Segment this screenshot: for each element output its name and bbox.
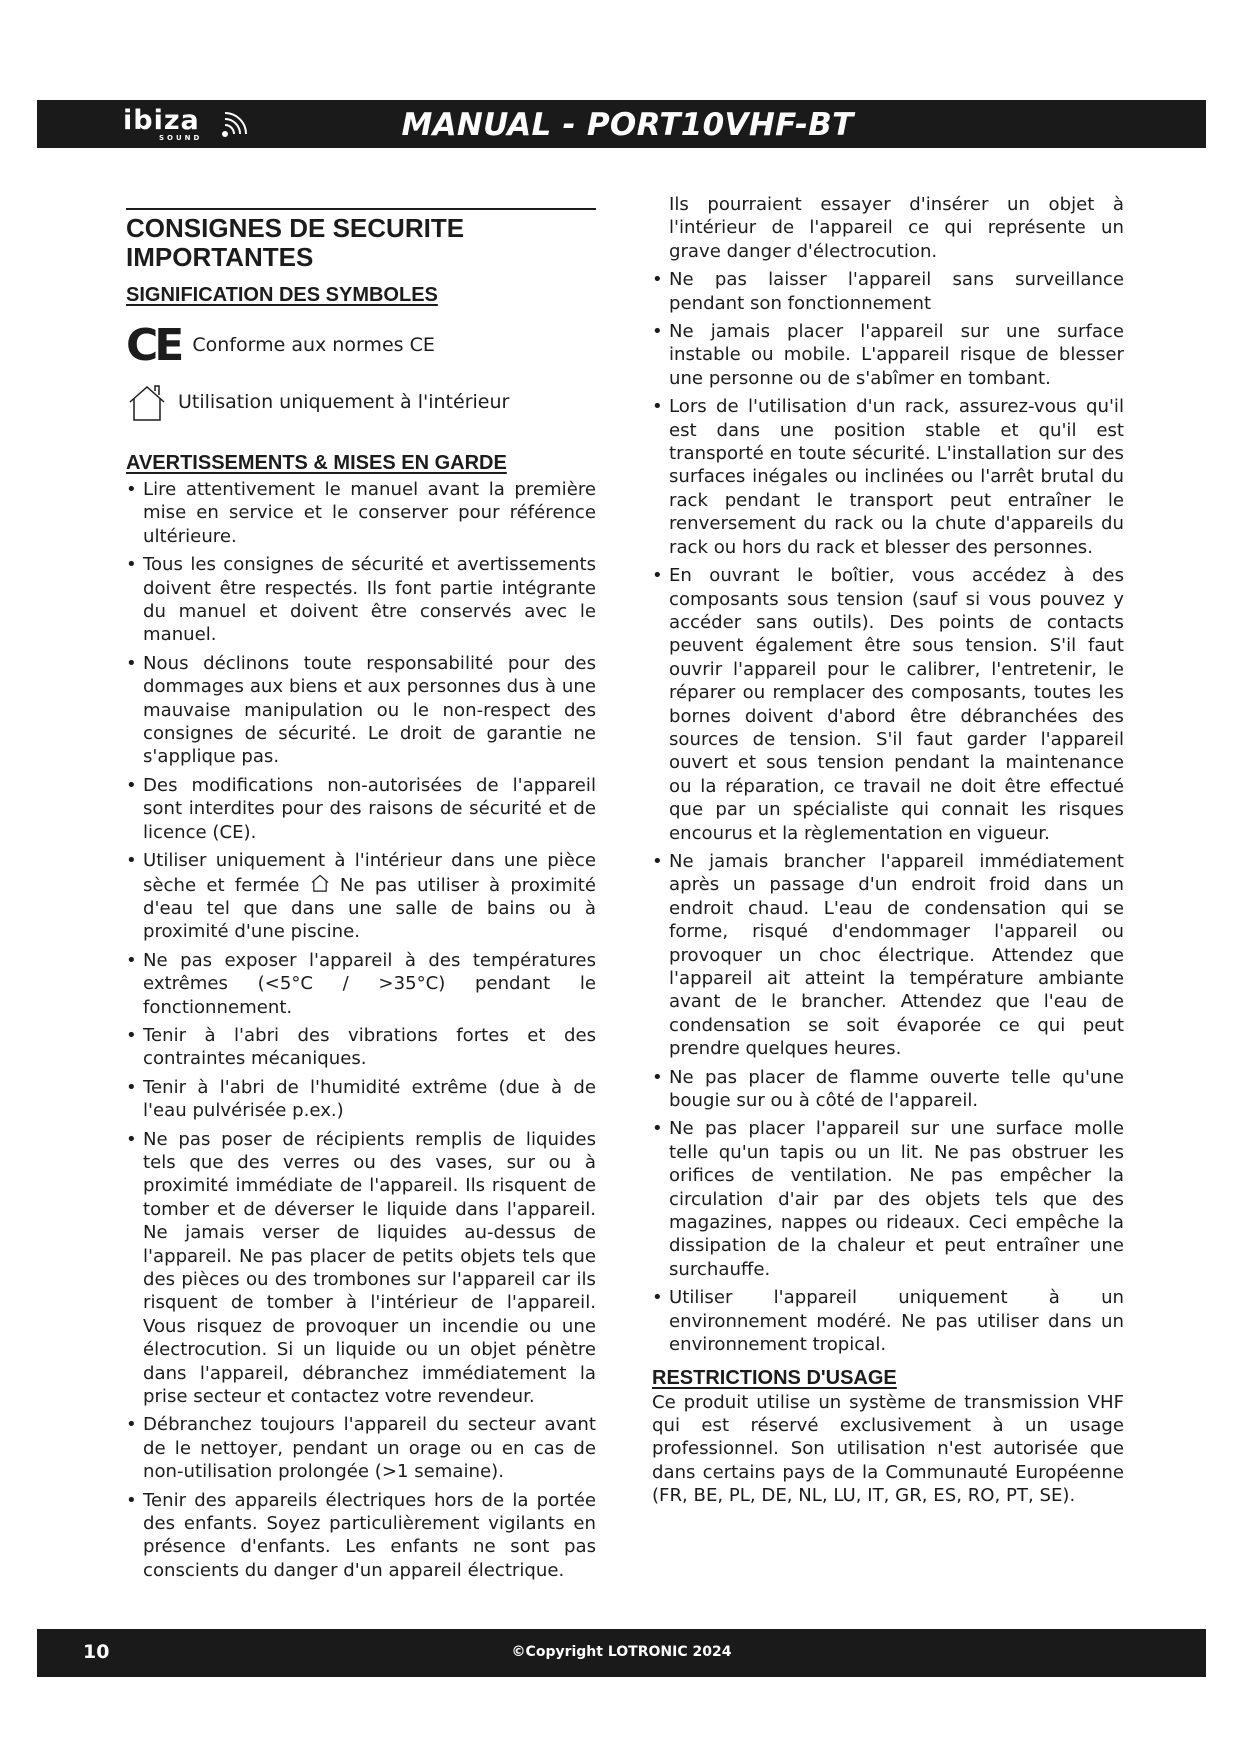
house-icon xyxy=(126,382,168,424)
list-item: • Des modifications non-autorisées de l'appareil sont interdites pour des raisons de sécurité et de licence (CE). xyxy=(126,774,596,844)
indoor-text-after: Ne pas utiliser à proximité d'eau tel que dans une salle de bains ou à proximité d'une piscine. xyxy=(143,874,596,943)
title-rule xyxy=(126,208,596,210)
logo-subtext: SOUND xyxy=(159,134,203,142)
warnings-heading: AVERTISSEMENTS & MISES EN GARDE xyxy=(126,452,507,474)
right-column xyxy=(652,193,1124,1508)
list-item: • Ne pas poser de récipients remplis de liquides tels que des verres ou des vases, sur ou à proximité immédiate de l'appareil. Ils risquent de tomber et de déverser le liquide dans l'appareil. Ne jamais verser de liquides au-dessus de l'appareil. Ne pas placer de petits objets tels que des pièces ou des trombones sur l'appareil car ils risquent de tomber à l'intérieur de l'appareil. Vous risquez de provoquer un incendie ou une électrocution. Si un liquide ou un objet pénètre dans l'appareil, débranchez immédiatement la prise secteur et contactez votre revendeur. xyxy=(126,1128,596,1409)
list-item: • Lors de l'utilisation d'un rack, assurez-vous qu'il est dans une position stable et qu'il est transporté en toute sécurité. L'installation sur des surfaces inégales ou inclinées ou l'arrêt brutal du rack pendant le transport peut entraîner le renversement du rack ou la chute d'appareils du rack ou hors du rack et blesser des personnes. xyxy=(652,395,1124,559)
list-item: • Tous les consignes de sécurité et avertissements doivent être respectés. Ils font partie intégrante du manuel et doivent être conservés avec le manuel. xyxy=(126,553,596,647)
list-item: • Ne pas placer l'appareil sur une surface molle telle qu'un tapis ou un lit. Ne pas obstruer les orifices de ventilation. Ne pas empêcher la circulation d'air par des objets tels que des magazines, nappes ou rideaux. Ceci empêche la dissipation de la chaleur et peut entraîner une surchauffe. xyxy=(652,1117,1124,1281)
list-item: • Lire attentivement le manuel avant la première mise en service et le conserver pour référence ultérieure. xyxy=(126,478,596,548)
house-icon xyxy=(310,873,330,893)
warnings-list xyxy=(126,478,596,1582)
page-number: 10 xyxy=(83,1641,110,1663)
restrictions-heading: RESTRICTIONS D'USAGE xyxy=(652,1366,897,1389)
list-item: • Ne jamais brancher l'appareil immédiatement après un passage d'un endroit froid dans un endroit chaud. L'eau de condensation qui se forme, risqué d'endommager l'appareil ou provoquer un choc électrique. Attendez que l'appareil ait atteint la température ambiante avant de le brancher. Attendez que l'eau de condensation se soit évaporée ce qui peut prendre quelques heures. xyxy=(652,850,1124,1061)
list-item-indoor xyxy=(126,849,596,944)
symbol-text-indoor: Utilisation uniquement à l'intérieur xyxy=(178,391,510,414)
manual-title: MANUAL - PORT10VHF-BT xyxy=(401,107,854,143)
list-item: • Tenir des appareils électriques hors de la portée des enfants. Soyez particulièrement vigilants en présence d'enfants. Les enfants ne sont pas conscients du danger d'un appareil électrique. xyxy=(126,1489,596,1583)
list-item: • Ne jamais placer l'appareil sur une surface instable ou mobile. L'appareil risque de blesser une personne ou de s'abîmer en tombant. xyxy=(652,320,1124,390)
list-item: • Tenir à l'abri des vibrations fortes et des contraintes mécaniques. xyxy=(126,1024,596,1071)
list-item: • Utiliser l'appareil uniquement à un environnement modéré. Ne pas utiliser dans un environnement tropical. xyxy=(652,1286,1124,1356)
list-item: • Ne pas placer de flamme ouverte telle qu'une bougie sur ou à côté de l'appareil. xyxy=(652,1066,1124,1113)
restrictions-text: Ce produit utilise un système de transmission VHF qui est réservé exclusivement à un usage professionnel. Son utilisation n'est autorisée que dans certains pays de la Communauté Européenne (FR, BE, PL, DE, NL, LU, IT, GR, ES, RO, PT, SE). xyxy=(652,1391,1124,1507)
page-header xyxy=(37,100,1206,148)
continued-paragraph: Ils pourraient essayer d'insérer un objet à l'intérieur de l'appareil ce qui représente un grave danger d'électrocution. xyxy=(669,194,1124,262)
copyright: ©Copyright LOTRONIC 2024 xyxy=(511,1644,732,1660)
ce-mark-icon: CE xyxy=(126,320,181,371)
list-item: • Ne pas laisser l'appareil sans surveillance pendant son fonctionnement xyxy=(652,268,1124,315)
logo-text: ibiza xyxy=(123,105,200,136)
symbol-text-ce: Conforme aux normes CE xyxy=(192,334,435,357)
section-title: CONSIGNES DE SECURITE IMPORTANTES xyxy=(126,213,465,272)
symbol-row-ce xyxy=(126,320,596,371)
warnings-list-continued xyxy=(652,268,1124,1356)
symbol-row-indoor xyxy=(126,382,596,424)
left-column xyxy=(126,208,596,1587)
list-item: • Ne pas exposer l'appareil à des températures extrêmes (<5°C / >35°C) pendant le fonctionnement. xyxy=(126,949,596,1019)
page-footer xyxy=(37,1629,1206,1677)
indoor-text-before: Utiliser uniquement à l'intérieur dans une pièce sèche et fermée xyxy=(143,850,596,896)
list-item: • Débranchez toujours l'appareil du secteur avant de le nettoyer, pendant un orage ou en cas de non-utilisation prolongée (>1 semaine). xyxy=(126,1413,596,1483)
list-item: • Nous déclinons toute responsabilité pour des dommages aux biens et aux personnes dus à une mauvaise manipulation ou le non-respect des consignes de sécurité. Le droit de garantie ne s'applique pas. xyxy=(126,652,596,769)
symbols-heading: SIGNIFICATION DES SYMBOLES xyxy=(126,284,438,306)
list-item: • Tenir à l'abri de l'humidité extrême (due à de l'eau pulvérisée p.ex.) xyxy=(126,1076,596,1123)
list-item: • En ouvrant le boîtier, vous accédez à des composants sous tension (sauf si vous pouvez y accéder sans outils). Des points de contacts peuvent également être sous tension. S'il faut ouvrir l'appareil pour le calibrer, l'entretenir, le réparer ou remplacer des composants, toutes les bornes doivent d'abord être débranchées des sources de tension. S'il faut garder l'appareil ouvert et sous tension pendant la maintenance ou la réparation, ce travail ne doit être effectué que par un spécialiste qui connait les risques encourus et la règlementation en vigueur. xyxy=(652,564,1124,845)
